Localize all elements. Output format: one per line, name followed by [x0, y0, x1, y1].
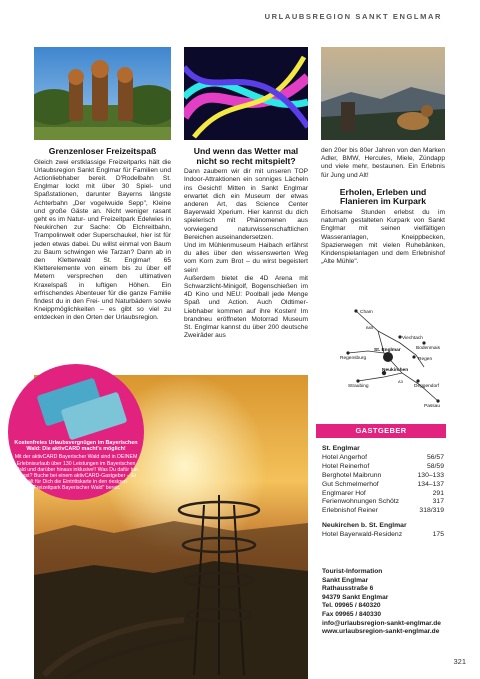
map-label-a3: A3 [398, 379, 403, 384]
page-number: 321 [453, 657, 466, 666]
contact-email[interactable]: info@urlaubsregion-sankt-englmar.de [322, 619, 441, 627]
gastgeber-heading: GASTGEBER [316, 424, 446, 438]
gastgeber-name: Hotel Bayerwald-Residenz [322, 530, 403, 538]
contact-line: 94379 Sankt Englmar [322, 593, 389, 601]
gastgeber-name: Ferienwohnungen Schötz [322, 498, 400, 506]
gastgeber-page: 318/319 [419, 507, 444, 515]
contact-line: Tourist-Information [322, 568, 383, 575]
map-label-regen: Regen [418, 357, 433, 362]
text-wetter-1: Dann zaubern wir dir mit unseren TOP Indoor-Attraktionen ein sonniges Lächeln ins Gesicht! Mitten in Sankt Englmar erwartet dich ein Museum der etwas anderen Art, das Science Center Bayerwald Xperium. Hier kannst du dich spielerisch mit Phänomenen aus vorwiegend naturwissenschaftlichen Bereichen auseinandersetzen. [184, 168, 308, 241]
gastgeber-name: Gut Schmelmerhof [322, 480, 379, 488]
gastgeber-row [322, 463, 444, 472]
text-kurpark: Erholsame Stunden erlebst du im naturnah gestalteten Kurpark von Sankt Englmar mit seinen vielfältigen Wasseranlagen, Kneippbecken, Spazierwegen mit vielen Ruhebänken, Kindenspielanlagen und dem Erlebnishof „Alte Mühle". [321, 209, 445, 266]
promo-text-block [12, 440, 140, 492]
gastgeber-row [322, 454, 444, 463]
tourist-info-contact [322, 568, 441, 637]
gastgeber-page: 291 [432, 489, 444, 497]
map-label-st-englmar: St. Englmar [374, 348, 401, 353]
heading-wetter: Und wenn das Wetter mal nicht so recht mitspielt? [193, 146, 299, 166]
gastgeber-list-neukirchen [322, 522, 444, 540]
gastgeber-row [322, 490, 444, 499]
photo-xperium [184, 47, 308, 140]
gastgeber-page: 134–137 [417, 480, 444, 488]
gastgeber-name: Berghotel Maibrunn [322, 471, 382, 479]
map-label-regensburg: Regensburg [340, 356, 367, 361]
gastgeber-name: Hotel Angerhof [322, 453, 367, 461]
contact-fax: Fax 09965 / 840330 [322, 610, 382, 618]
gastgeber-name: Englmarer Hof [322, 489, 366, 497]
gastgeber-row [322, 481, 444, 490]
heading-kurpark: Erholen, Erleben und Flanieren im Kurpark [339, 186, 427, 207]
contact-line: Rathausstraße 6 [322, 585, 374, 593]
gastgeber-row [322, 531, 444, 540]
gastgeber-page: 58/59 [426, 462, 444, 470]
map-label-neukirchen: Neukirchen [382, 368, 409, 373]
map-label-cham: Cham [360, 310, 373, 315]
map-label-bodenmais: Bodenmais [416, 346, 440, 351]
gastgeber-page: 56/57 [426, 453, 444, 461]
text-wetter-2: Und im Mühlenmuseum Haibach erfährst du alles über den wissenswerten Weg vom Korn zum Brot – du wirst begeistert sein! [184, 242, 308, 274]
text-motorrad: den 20er bis 80er Jahren von den Marken Adler, BMW, Hercules, Miele, Zündapp und viele mehr, bestaunen. Ein Erlebnis für Jung und Alt! [321, 147, 445, 179]
gastgeber-row [322, 472, 444, 481]
promo-text: Mit der aktivCARD Bayerischer Wald sind in DEINEM Erlebnisurlaub über 130 Leistungen im Bayerischen Wald und darüber hinaus inklusive!! Was Du dafür tun musst? Buche bei einem aktivCARD-Gastgeber – Er hält für Dich die Eintrittskarte in den riesigen „Freizeitpark Bayerischer Wald" bereit. [14, 454, 138, 492]
contact-line: Sankt Englmar [322, 576, 369, 584]
photo-rodelbahn [34, 47, 171, 140]
promo-title: Kostenfreies Urlaubsvergnügen im Bayerischen Wald: Die aktivCARD macht's möglich! [14, 440, 138, 453]
gastgeber-name: Hotel Reinerhof [322, 462, 370, 470]
contact-phone: Tel. 09965 / 840320 [322, 602, 381, 610]
map-label-viechtach: Viechtach [402, 336, 423, 341]
gastgeber-page: 317 [432, 498, 444, 506]
text-freizeitspass: Gleich zwei erstklassige Freizeitparks hält die Urlaubsregion Sankt Englmar für Familien und Actionliebhaber bereit. D'Rodelbahn St. Englmar lockt mit über 30 Spiel- und Spaßstationen, darunter Bayerns längste Achterbahn „Der vogelwuide Sepp", Kleine und große Gäste an. Nicht weniger rasant geht es im Natur- und Freizeitpark Edelwies in Neukirchen zur Sache: Ob Elchreitbahn, Trampolinwelt oder Superschaukel, hier ist für jeden etwas dabei. Du willst einmal von Baum zu Baum schwingen wie Tarzan? Dann ab in den Kletterwald St. Englmar! 65 Kletterelemente von einem bis zu über elf Metern versprechen den ultimativen Kraxelspaß in luftigen Höhen. Ein erfrischendes Abenteuer für die ganze Familie findest du in den Frei- und Naturbädern sowie Kneippmöglichkeiten – es gibt so viel zu entdecken in den Orten der Urlaubsregion. [34, 158, 171, 322]
gastgeber-row [322, 498, 444, 507]
gastgeber-page: 130–133 [417, 471, 444, 479]
gastgeber-row [322, 507, 444, 516]
column-freizeitspass [34, 147, 171, 323]
map-label-straubing: Straubing [348, 384, 369, 389]
text-wetter-3: Außerdem bietet die 4D Arena mit Schwarzlicht-Minigolf, Bogenschießen im 4D Kino und NEU: Poolball jede Menge Spaß und Action. Auch Oldtimer-Liebhaber kommen auf ihre Kosten! Im brandneu eröffneten Motorrad Museum St. Englmar kannst du über 200 deutsche Zweiräder aus [184, 274, 308, 340]
contact-website[interactable]: www.urlaubsregion-sankt-englmar.de [322, 628, 440, 636]
gastgeber-list-englmar [322, 445, 444, 516]
map-label-deggendorf: Deggendorf [414, 384, 440, 389]
column-kurpark [321, 147, 445, 266]
gastgeber-section-title: Neukirchen b. St. Englmar [322, 522, 407, 529]
heading-freizeitspass: Grenzenloser Freizeitspaß [48, 146, 157, 156]
gastgeber-page: 175 [432, 530, 444, 538]
photo-landscape [321, 47, 445, 140]
gastgeber-name: Erlebnishof Reiner [322, 507, 378, 515]
gastgeber-section-title: St. Englmar [322, 445, 360, 452]
region-map [338, 303, 446, 409]
page-header: URLAUBSREGION SANKT ENGLMAR [264, 12, 442, 21]
map-label-passau: Passau [424, 404, 440, 409]
column-wetter [184, 147, 308, 340]
map-label-b85: B85 [366, 325, 374, 330]
